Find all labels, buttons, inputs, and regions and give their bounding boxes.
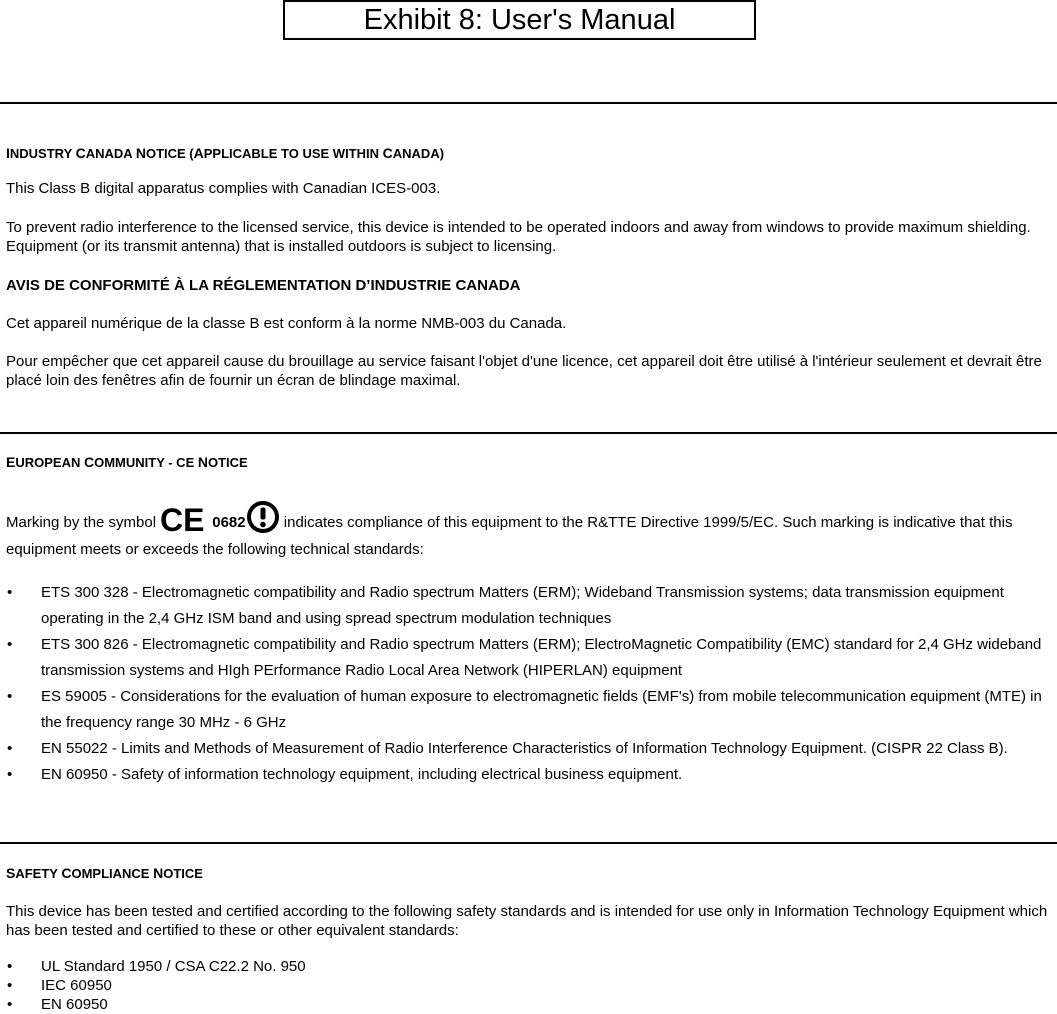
list-item: • EN 60950 - Safety of information technology equipment, including electrical business equipment. [7,766,683,783]
alert-class-2-icon [246,500,280,534]
section-divider [0,102,1057,104]
industry-canada-heading: INDUSTRY CANADA NOTICE (APPLICABLE TO USE WITHIN CANADA) [6,145,445,161]
section-divider [0,432,1057,434]
ce-mark-icon [160,506,212,534]
section-divider [0,842,1057,844]
list-item: • EN 55022 - Limits and Methods of Measurement of Radio Interference Characteristics of Information Technology Equipment. (CISPR 22 Class B). [7,740,1008,757]
list-item: • EN 60950 [7,996,108,1013]
ce-notice-heading: EUROPEAN COMMUNITY - CE NOTICE [6,454,248,470]
list-item: • ETS 300 328 - Electromagnetic compatibility and Radio spectrum Matters (ERM); Wideband Transmission systems; data transmission equipment operating in the 2,4 GHz ISM band and using spread spectrum modulation techniques [7,584,1004,627]
ce-marking-paragraph: Marking by the symbol CE 0682 indicates compliance of this equipment to the R&TTE Directive 1999/5/EC. Such marking is indicative that this equipment meets or exceeds the following technical standards: [6,500,1054,563]
list-item: • ETS 300 826 - Electromagnetic compatibility and Radio spectrum Matters (ERM); ElectroMagnetic Compatibility (EMC) standard for 2,4 GHz wideband transmission systems and HIgh PErformance Radio Local Area Network (HIPERLAN) equipment [7,636,1042,679]
canada-paragraph-2: To prevent radio interference to the licensed service, this device is intended to be operated indoors and away from windows to provide maximum shielding. Equipment (or its transmit antenna) that is installed outdoors is subject to licensing. [6,219,1031,255]
safety-paragraph: This device has been tested and certified according to the following safety standards and is intended for use only in Information Technology Equipment which has been tested and certified to these or other equivalent standards: [6,903,1048,939]
canada-french-paragraph-1: Cet appareil numérique de la classe B est conform à la norme NMB-003 du Canada. [6,315,567,332]
safety-notice-heading: SAFETY COMPLIANCE NOTICE [6,865,203,881]
page-title: Exhibit 8: User's Manual [283,0,756,40]
notified-body-number: 0682 [212,514,246,531]
ce-standards-list [0,580,1057,788]
list-item: • IEC 60950 [7,977,112,994]
list-item: • UL Standard 1950 / CSA C22.2 No. 950 [7,958,306,975]
list-item: • ES 59005 - Considerations for the evaluation of human exposure to electromagnetic fields (EMF's) from mobile telecommunication equipment (MTE) in the frequency range 30 MHz - 6 GHz [7,688,1042,731]
canada-french-paragraph-2: Pour empêcher que cet appareil cause du brouillage au service faisant l'objet d'une licence, cet appareil doit être utilisé à l'intérieur seulement et devrait être placé loin des fenêtres afin de fournir un écran de blindage maximal. [6,353,1042,389]
svg-text:CE: CE [160,506,205,534]
canada-french-heading: AVIS DE CONFORMITÉ À LA RÉGLEMENTATION D’INDUSTRIE CANADA [6,277,521,294]
canada-paragraph-1: This Class B digital apparatus complies with Canadian ICES-003. [6,180,441,197]
safety-standards-list [0,957,1057,1014]
